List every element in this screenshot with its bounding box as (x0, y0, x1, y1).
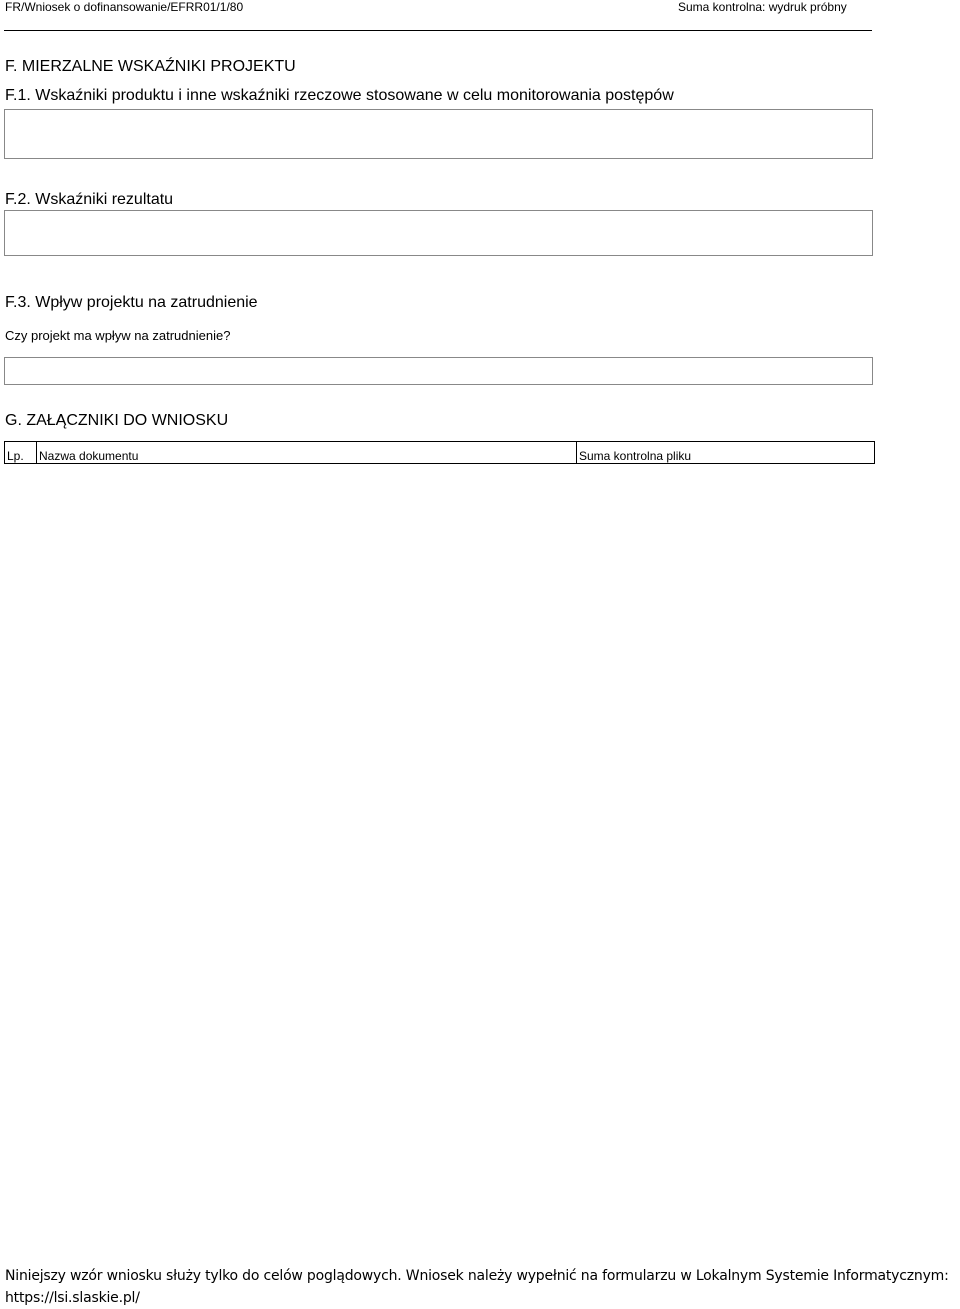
f1-field[interactable] (4, 109, 873, 159)
footer-link[interactable]: https://lsi.slaskie.pl/ (5, 1290, 140, 1306)
f3-title: F.3. Wpływ projektu na zatrudnienie (5, 294, 258, 311)
section-g-title: G. ZAŁĄCZNIKI DO WNIOSKU (5, 412, 229, 429)
f3-field[interactable] (4, 357, 873, 385)
footer-note: Niniejszy wzór wniosku służy tylko do celów poglądowych. Wniosek należy wypełnić na formularzu w Lokalnym Systemie Informatycznym: (5, 1268, 949, 1284)
f3-question: Czy projekt ma wpływ na zatrudnienie? (5, 328, 231, 343)
checksum-label: Suma kontrolna: wydruk próbny (678, 0, 847, 14)
col-file-checksum: Suma kontrolna pliku (577, 442, 875, 464)
attachments-header-row (5, 442, 875, 464)
section-f-title: F. MIERZALNE WSKAŹNIKI PROJEKTU (5, 58, 296, 75)
col-lp: Lp. (5, 442, 37, 464)
f2-field[interactable] (4, 210, 873, 256)
col-document-name: Nazwa dokumentu (37, 442, 577, 464)
f1-title: F.1. Wskaźniki produktu i inne wskaźniki rzeczowe stosowane w celu monitorowania postępów (5, 87, 674, 104)
f2-title: F.2. Wskaźniki rezultatu (5, 191, 174, 208)
attachments-table (4, 441, 875, 464)
header-rule (4, 30, 872, 31)
document-id: FR/Wniosek o dofinansowanie/EFRR01/1/80 (5, 0, 244, 14)
